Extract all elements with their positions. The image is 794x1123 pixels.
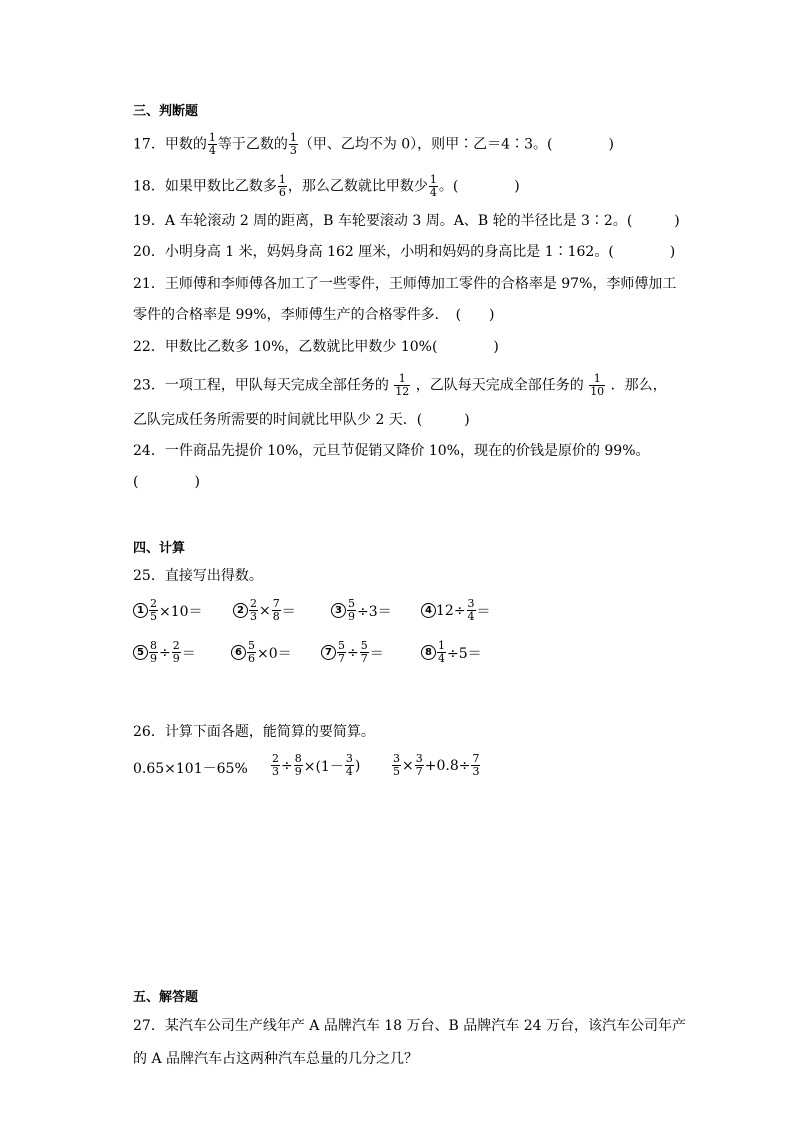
fraction: $\frac{3}{4}$	[467, 597, 475, 623]
calc-end: ＝	[369, 645, 384, 662]
calc-op: ×	[259, 602, 271, 619]
circled-number: 6	[231, 645, 246, 660]
calc-item-2	[233, 598, 296, 623]
expr-op: ÷	[281, 757, 293, 774]
question-18	[133, 174, 520, 199]
question-24-line2: ( )	[133, 474, 200, 490]
section5-heading: 五、解答题	[133, 990, 199, 1005]
calc-op: ×0＝	[257, 645, 292, 662]
question-17	[133, 132, 614, 157]
expression-2	[270, 753, 360, 778]
q18-text-a: 18．如果甲数比乙数多	[133, 178, 277, 195]
fraction: $\frac{2}{5}$	[150, 597, 157, 623]
fraction: $\frac{5}{9}$	[348, 597, 355, 623]
expression-3	[391, 753, 481, 778]
fraction: $\frac{7}{3}$	[472, 752, 480, 778]
expression-1	[133, 758, 248, 778]
q23-text-a: 23．一项工程，甲队每天完成全部任务的	[133, 377, 389, 394]
fraction: $\frac{2}{3}$	[250, 597, 257, 623]
calc-end: ＝	[181, 645, 196, 662]
calc-item-3	[331, 598, 392, 623]
fraction: $\frac{1}{12}$	[395, 372, 410, 398]
q17-text-a: 17．甲数的	[133, 136, 207, 153]
expr-op: +0.8÷	[424, 757, 471, 774]
circled-number: 5	[133, 645, 148, 660]
fraction: $\frac{3}{5}$	[393, 752, 400, 778]
circled-number: 7	[321, 645, 336, 660]
fraction: $\frac{5}{6}$	[248, 639, 255, 665]
fraction: $\frac{2}{3}$	[272, 752, 279, 778]
fraction: $\frac{1}{4}$	[208, 131, 216, 157]
fraction: $\frac{8}{9}$	[150, 639, 157, 665]
question-24-line1: 24．一件商品先提价 10%，元旦节促销又降价 10%，现在的价钱是原价的 99%。	[133, 443, 650, 459]
q17-text-b: 等于乙数的	[217, 136, 288, 153]
expr-text: 0.65×101－65%	[133, 761, 248, 777]
calc-pre: 12÷	[436, 602, 466, 619]
calc-item-1	[133, 598, 203, 623]
q17-text-c: （甲、乙均不为 0），则甲∶乙＝4∶3。( )	[298, 136, 614, 153]
fraction: $\frac{2}{9}$	[172, 639, 180, 665]
question-20: 20．小明身高 1 米，妈妈身高 162 厘米，小明和妈妈的身高比是 1∶162。( )	[133, 244, 676, 260]
calc-op: ÷5＝	[447, 645, 482, 662]
fraction: $\frac{1}{4}$	[438, 639, 445, 665]
question-19: 19．A 车轮滚动 2 周的距离，B 车轮要滚动 3 周。A、B 轮的半径比是 3∶2。( )	[133, 213, 680, 229]
expr-op: ×	[402, 757, 414, 774]
fraction: $\frac{1}{4}$	[429, 173, 437, 199]
section3-heading: 三、判断题	[133, 104, 199, 119]
calc-op: ＝	[476, 603, 491, 620]
fraction: $\frac{5}{7}$	[338, 639, 345, 665]
question-26: 26．计算下面各题，能简算的要简算。	[133, 724, 375, 740]
fraction: $\frac{7}{8}$	[272, 597, 280, 623]
question-25: 25．直接写出得数。	[133, 568, 263, 584]
q23-text-b: ，乙队每天完成全部任务的	[415, 377, 584, 394]
question-27-line1: 27．某汽车公司生产线年产 A 品牌汽车 18 万台、B 品牌汽车 24 万台，该汽车公司年产	[133, 1018, 686, 1034]
section4-heading: 四、计算	[133, 541, 186, 556]
calc-item-6	[231, 640, 292, 665]
calc-op: ÷	[159, 644, 171, 661]
calc-item-5	[133, 640, 196, 665]
circled-number: 8	[421, 645, 436, 660]
q18-text-b: ，那么乙数就比甲数少	[287, 178, 428, 195]
calc-op: ×10＝	[159, 603, 203, 620]
calc-end: ＝	[281, 603, 296, 620]
question-23-line2: 乙队完成任务所需要的时间就比甲队少 2 天．( )	[133, 412, 470, 428]
fraction: $\frac{8}{9}$	[294, 752, 302, 778]
fraction: $\frac{1}{6}$	[278, 173, 286, 199]
fraction: $\frac{1}{3}$	[289, 131, 297, 157]
q23-text-c: ．那么，	[610, 377, 667, 394]
circled-number: 2	[233, 603, 248, 618]
calc-item-7	[321, 640, 384, 665]
fraction: $\frac{3}{7}$	[415, 752, 423, 778]
question-23	[133, 373, 667, 398]
calc-op: ÷	[347, 644, 359, 661]
fraction: $\frac{5}{7}$	[360, 639, 368, 665]
q18-text-c: 。( )	[438, 178, 520, 195]
calc-item-8	[421, 640, 482, 665]
question-21-line1: 21．王师傅和李师傅各加工了一些零件，王师傅加工零件的合格率是 97%，李师傅加工	[133, 276, 677, 292]
expr-end: )	[354, 757, 361, 774]
calc-op: ÷3＝	[357, 603, 392, 620]
calc-item-4	[421, 598, 491, 623]
circled-number: 4	[421, 603, 436, 618]
question-21-line2: 零件的合格率是 99%，李师傅生产的合格零件多． ( )	[133, 307, 495, 323]
fraction: $\frac{1}{10}$	[590, 372, 605, 398]
expr-op: ×(1－	[303, 758, 344, 775]
question-27-line2: 的 A 品牌汽车占这两种汽车总量的几分之几？	[133, 1051, 419, 1067]
question-22: 22．甲数比乙数多 10%，乙数就比甲数少 10%( )	[133, 339, 499, 355]
circled-number: 3	[331, 603, 346, 618]
circled-number: 1	[133, 603, 148, 618]
fraction: $\frac{3}{4}$	[345, 752, 353, 778]
